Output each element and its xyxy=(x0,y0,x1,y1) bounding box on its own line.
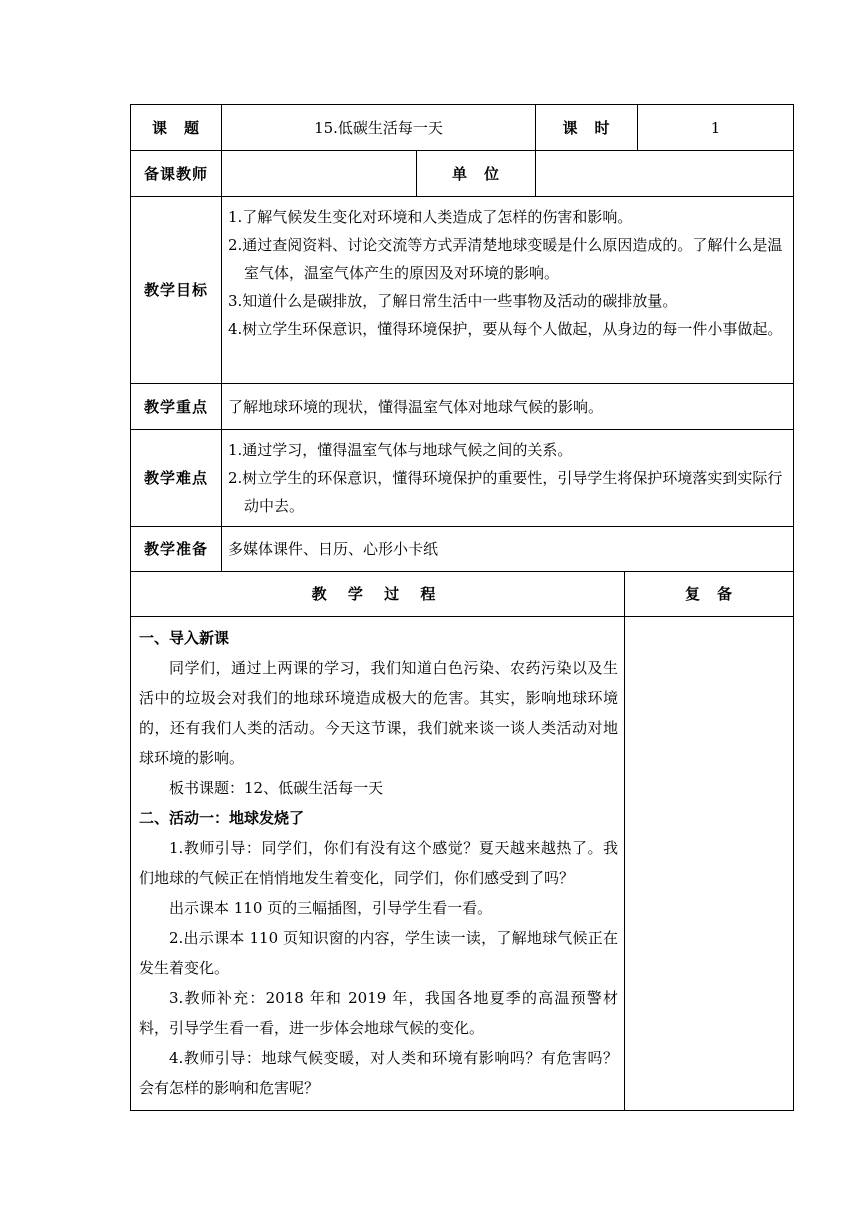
lesson-plan-table xyxy=(130,104,794,1111)
unit-label: 单 位 xyxy=(417,151,536,197)
teacher-value xyxy=(222,151,417,197)
difficulties-content xyxy=(222,430,794,527)
review-label: 复 备 xyxy=(625,572,794,617)
key-points-text: 了解地球环境的现状，懂得温室气体对地球气候的影响。 xyxy=(222,384,794,430)
objectives-content xyxy=(222,197,794,384)
header-row-teacher xyxy=(131,151,794,197)
section-title: 二、活动一：地球发烧了 xyxy=(139,809,305,827)
paragraph: 4.教师引导：地球气候变暖，对人类和环境有影响吗？有危害吗？会有怎样的影响和危害呢？ xyxy=(139,1049,619,1097)
process-header-row xyxy=(131,572,794,617)
topic-value: 15.低碳生活每一天 xyxy=(222,105,536,151)
objective-item: 2.通过查阅资料、讨论交流等方式弄清楚地球变暖是什么原因造成的。了解什么是温室气体，温室气体产生的原因及对环境的影响。 xyxy=(228,236,783,282)
difficulty-item: 2.树立学生的环保意识，懂得环境保护的重要性，引导学生将保护环境落实到实际行动中去。 xyxy=(228,469,783,515)
paragraph: 同学们，通过上两课的学习，我们知道白色污染、农药污染以及生活中的垃圾会对我们的地球环境造成极大的危害。其实，影响地球环境的，还有我们人类的活动。今天这节课，我们就来谈一谈人类活动对地球环境的影响。 xyxy=(139,659,619,767)
period-label: 课 时 xyxy=(536,105,638,151)
process-body-row xyxy=(131,617,794,1111)
objectives-row xyxy=(131,197,794,384)
unit-value xyxy=(536,151,794,197)
paragraph: 3.教师补充：2018 年和 2019 年，我国各地夏季的高温预警材料，引导学生看一看，进一步体会地球气候的变化。 xyxy=(139,989,619,1037)
objectives-label: 教学目标 xyxy=(131,197,222,384)
preparation-text: 多媒体课件、日历、心形小卡纸 xyxy=(222,527,794,572)
paragraph: 出示课本 110 页的三幅插图，引导学生看一看。 xyxy=(169,899,493,917)
objective-item: 4.树立学生环保意识，懂得环境保护，要从每个人做起，从身边的每一件小事做起。 xyxy=(228,320,783,338)
process-content xyxy=(131,617,625,1111)
process-label: 教 学 过 程 xyxy=(131,572,625,617)
paragraph: 2.出示课本 110 页知识窗的内容，学生读一读，了解地球气候正在发生着变化。 xyxy=(139,929,619,977)
preparation-row xyxy=(131,527,794,572)
difficulties-row xyxy=(131,430,794,527)
header-row-topic xyxy=(131,105,794,151)
topic-label: 课 题 xyxy=(131,105,222,151)
review-notes-cell xyxy=(625,617,794,1111)
difficulty-item: 1.通过学习，懂得温室气体与地球气候之间的关系。 xyxy=(228,441,573,459)
section-title: 一、导入新课 xyxy=(139,629,230,647)
paragraph: 1.教师引导：同学们，你们有没有这个感觉？夏天越来越热了。我们地球的气候正在悄悄地发生着变化，同学们，你们感受到了吗？ xyxy=(139,839,619,887)
period-value: 1 xyxy=(638,105,794,151)
preparation-label: 教学准备 xyxy=(131,527,222,572)
difficulties-label: 教学难点 xyxy=(131,430,222,527)
key-points-row xyxy=(131,384,794,430)
paragraph: 板书课题：12、低碳生活每一天 xyxy=(169,779,384,797)
objective-item: 1.了解气候发生变化对环境和人类造成了怎样的伤害和影响。 xyxy=(228,208,633,226)
objective-item: 3.知道什么是碳排放，了解日常生活中一些事物及活动的碳排放量。 xyxy=(228,292,678,310)
teacher-label: 备课教师 xyxy=(131,151,222,197)
key-points-label: 教学重点 xyxy=(131,384,222,430)
